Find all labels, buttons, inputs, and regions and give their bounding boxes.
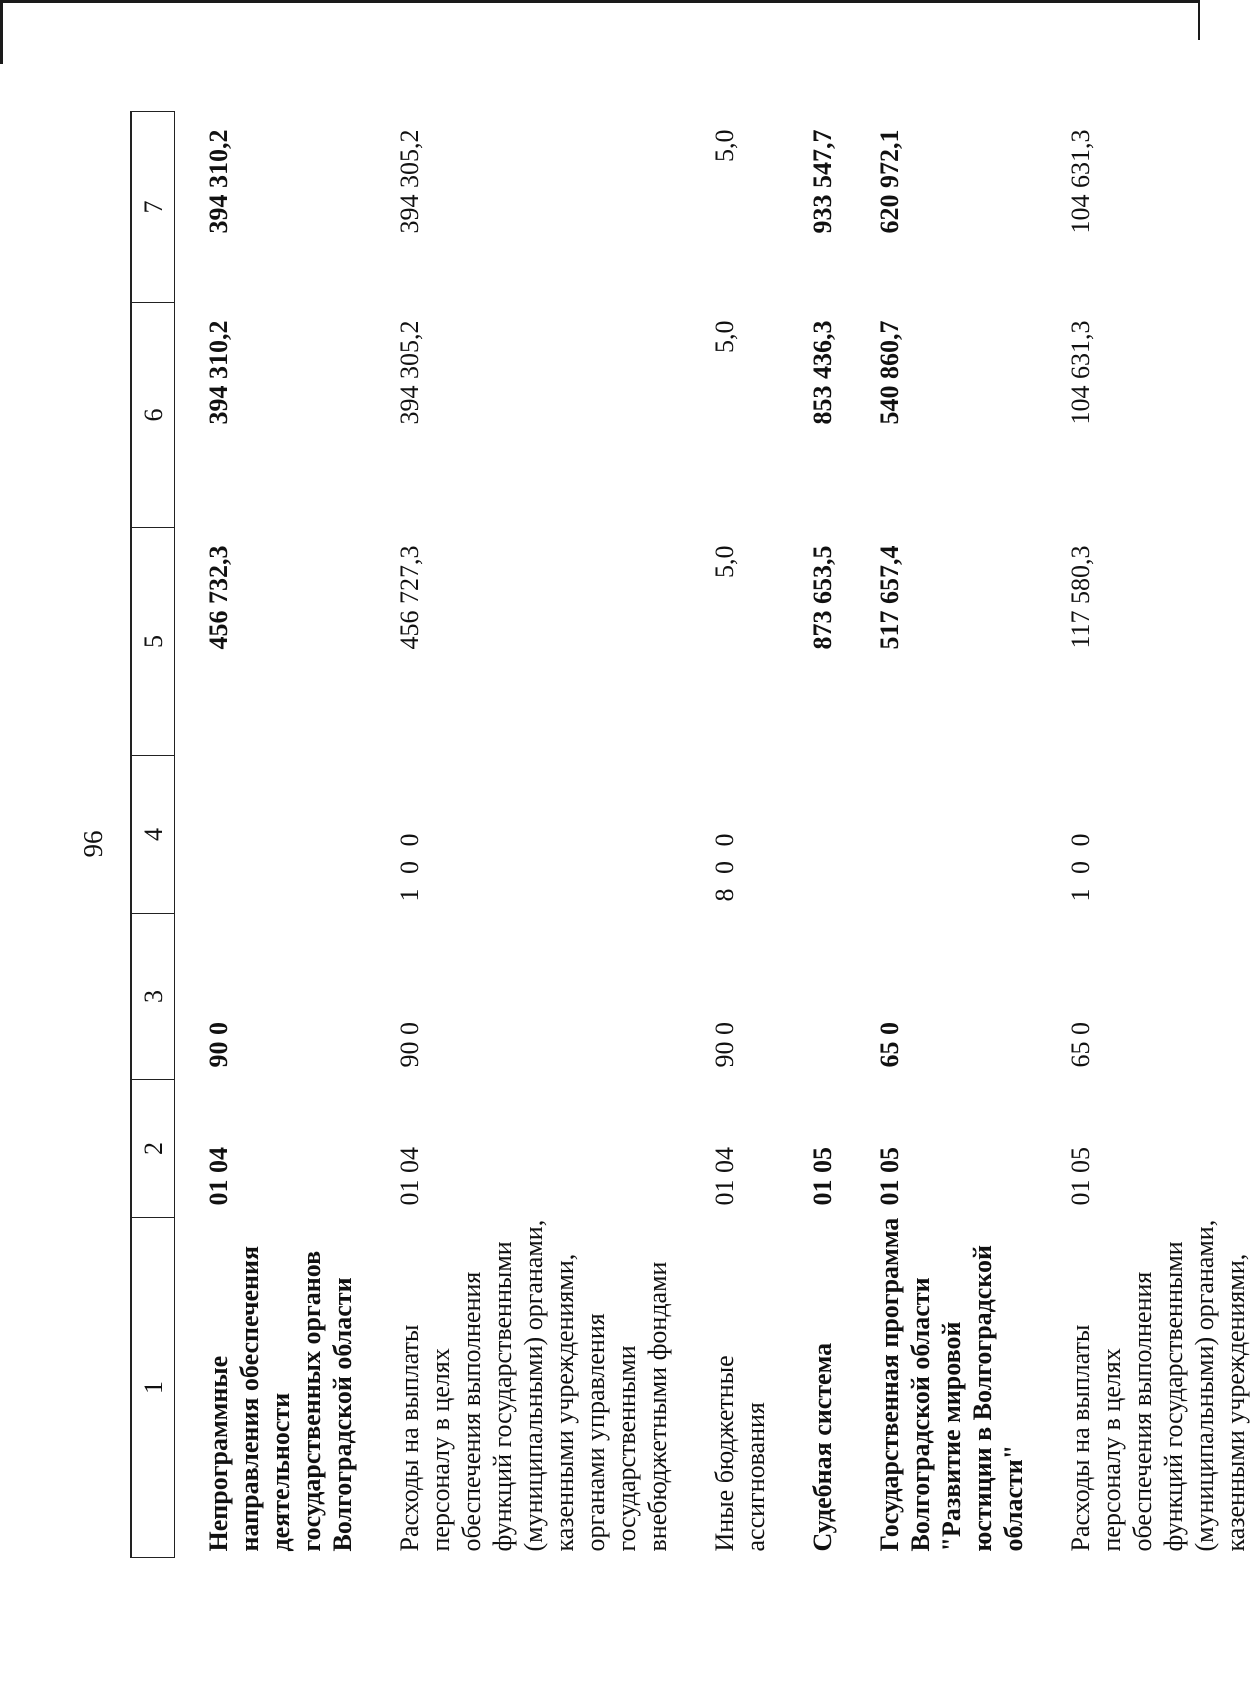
row-col6: 394 310,2	[204, 320, 233, 425]
row-col5: 5,0	[710, 545, 739, 578]
row-section: 01 04	[204, 1147, 233, 1206]
row-col7: 620 972,1	[875, 129, 904, 234]
row-spacer	[1029, 112, 1065, 1558]
row-expense-type: 1 0 0	[1066, 829, 1095, 902]
row-col5: 456 727,3	[395, 545, 424, 650]
table-row	[1065, 112, 1251, 1558]
row-program: 90 0	[395, 1022, 424, 1068]
row-col7: 933 547,7	[808, 129, 837, 234]
row-section: 01 04	[395, 1147, 424, 1206]
row-col6: 853 436,3	[808, 320, 837, 425]
row-spacer	[771, 112, 807, 1558]
row-col6: 394 305,2	[395, 320, 424, 425]
row-program: 65 0	[1066, 1022, 1095, 1068]
row-spacer	[673, 112, 709, 1558]
row-expense-type	[175, 756, 359, 914]
table-row	[874, 112, 1029, 1558]
row-program	[807, 914, 838, 1080]
header-col-1: 1	[131, 1218, 175, 1558]
row-expense-type	[874, 756, 1029, 914]
row-name: Государственная программа Волгоградской области "Развитие мировой юстиции в Волгоградской области"	[875, 1217, 1028, 1552]
row-col6: 104 631,3	[1066, 320, 1095, 425]
row-expense-type: 8 0 0	[710, 829, 739, 902]
row-col6: 540 860,7	[875, 320, 904, 425]
row-expense-type	[807, 756, 838, 914]
row-program: 65 0	[875, 1022, 904, 1068]
row-col5: 456 732,3	[204, 545, 233, 650]
row-section: 01 05	[808, 1147, 837, 1206]
row-name: Непрограммные направления обеспечения деятельности государственных органов Волгоградской области	[204, 1245, 357, 1552]
header-col-4: 4	[131, 756, 175, 914]
table-row	[709, 112, 771, 1558]
row-spacer	[358, 112, 394, 1558]
budget-table	[130, 111, 1251, 1558]
row-col6: 5,0	[710, 320, 739, 353]
table-row	[394, 112, 673, 1558]
row-name: Иные бюджетные ассигнования	[710, 1355, 770, 1552]
table-header-row	[131, 112, 175, 1558]
row-program: 90 0	[710, 1022, 739, 1068]
header-col-7: 7	[131, 112, 175, 303]
row-col7: 394 305,2	[395, 129, 424, 234]
header-col-3: 3	[131, 914, 175, 1080]
row-name: Судебная система	[808, 1342, 837, 1552]
row-spacer	[838, 112, 874, 1558]
row-expense-type: 1 0 0	[395, 829, 424, 902]
header-col-6: 6	[131, 303, 175, 528]
row-section: 01 05	[875, 1147, 904, 1206]
row-col5: 873 653,5	[808, 545, 837, 650]
header-col-2: 2	[131, 1080, 175, 1218]
row-col5: 517 657,4	[875, 545, 904, 650]
row-col7: 104 631,3	[1066, 129, 1095, 234]
row-name: Расходы на выплаты персоналу в целях обеспечения выполнения функций государственными (муниципальными) органами, казенными учреждениями,	[1066, 1219, 1250, 1552]
row-col7: 5,0	[710, 129, 739, 162]
row-program: 90 0	[204, 1022, 233, 1068]
row-col5: 117 580,3	[1066, 545, 1095, 649]
table-row	[807, 112, 838, 1558]
page-number: 96	[78, 830, 108, 858]
row-section: 01 05	[1066, 1147, 1095, 1206]
table-row	[175, 112, 359, 1558]
header-col-5: 5	[131, 528, 175, 756]
row-name: Расходы на выплаты персоналу в целях обеспечения выполнения функций государственными (муниципальными) органами, казенными учреждениями, органами управления государственными внебюджетными фондами	[395, 1219, 672, 1552]
row-section: 01 04	[710, 1147, 739, 1206]
row-col7: 394 310,2	[204, 129, 233, 234]
